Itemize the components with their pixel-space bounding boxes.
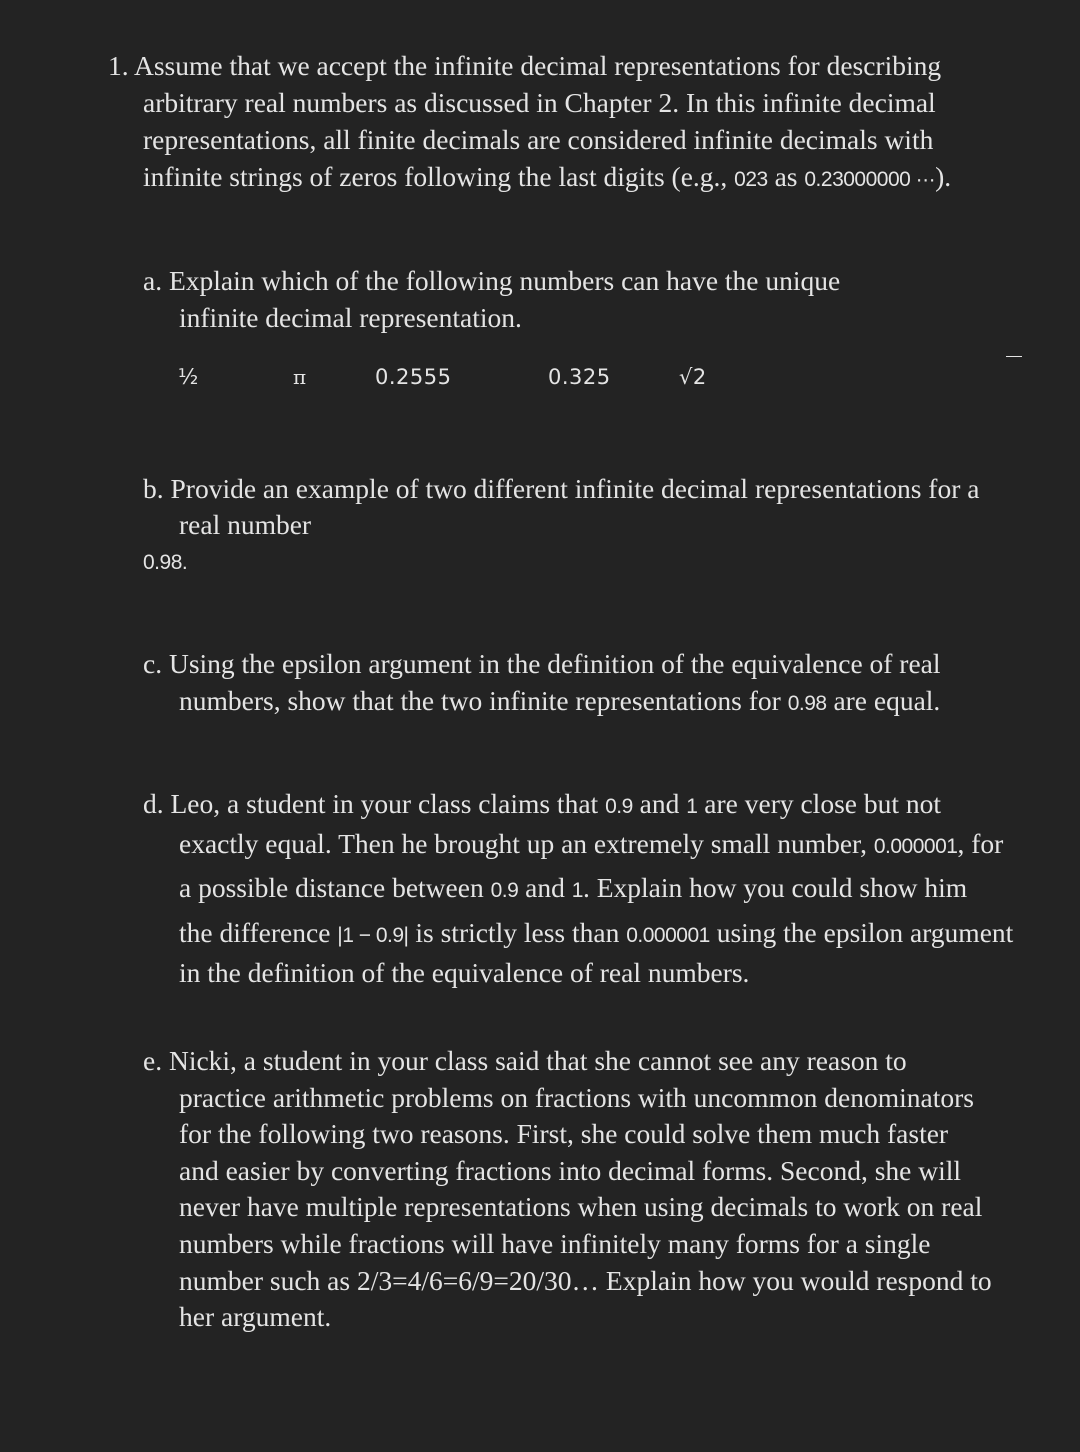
text: is strictly less than: [408, 917, 627, 948]
text: as: [767, 161, 805, 192]
math-number: 0.98: [787, 692, 827, 715]
text: are very close but not: [697, 788, 942, 819]
text: infinite strings of zeros following the last digits (e.g.,: [143, 161, 735, 192]
math-number: 1: [571, 879, 583, 902]
text: , for: [957, 828, 1004, 859]
text: ).: [935, 161, 952, 192]
text: are equal.: [826, 685, 941, 716]
math-expression: |1 − 0.9|: [337, 924, 409, 947]
question-1-line: representations, all finite decimals are considered infinite decimals with: [143, 124, 934, 155]
part-b-line: b. Provide an example of two different infinite decimal representations for a: [143, 473, 980, 504]
part-e-line: e. Nicki, a student in your class said that she cannot see any reason to: [143, 1045, 907, 1076]
divider-mark: [1006, 356, 1022, 357]
part-c-line: c. Using the epsilon argument in the definition of the equivalence of real: [143, 648, 941, 679]
part-a-line: a. Explain which of the following numbers can have the unique: [143, 265, 841, 296]
math-number: 023: [734, 168, 768, 191]
part-d: [143, 785, 1013, 990]
part-a-line: infinite decimal representation.: [179, 302, 522, 333]
math-number: 0.000001: [626, 924, 710, 947]
part-d-line: [143, 785, 1013, 825]
math-number: 1: [686, 795, 698, 818]
text: using the epsilon argument: [709, 917, 1014, 948]
part-b-line: real number: [179, 509, 312, 540]
text: exactly equal. Then he brought up an extremely small number,: [179, 828, 874, 859]
text: and: [632, 788, 687, 819]
part-d-line: [143, 865, 1013, 913]
option-0-325: 0.325: [548, 365, 611, 389]
math-number: 0.000001: [873, 835, 958, 858]
part-d-line: [143, 913, 1013, 956]
part-e-line: practice arithmetic problems on fractions with uncommon denominators: [179, 1081, 974, 1113]
option-0-2555: 0.2555: [375, 365, 452, 389]
math-number: 0.23000000 ···: [804, 168, 936, 191]
math-number: 0.9: [490, 879, 519, 902]
part-e-line: never have multiple representations when using decimals to work on real: [179, 1191, 983, 1223]
text: the difference: [179, 917, 338, 948]
text: d. Leo, a student in your class claims that: [143, 788, 606, 819]
part-c-line: [143, 682, 941, 722]
part-b-number: 0.98.: [143, 551, 188, 574]
part-e-line: and easier by converting fractions into decimal forms. Second, she will: [179, 1154, 962, 1186]
part-e-line: for the following two reasons. First, she could solve them much faster: [179, 1118, 949, 1150]
text: . Explain how you could show him: [582, 872, 968, 903]
text: a possible distance between: [179, 872, 491, 903]
option-sqrt-2: √2: [679, 365, 707, 389]
part-e-line: numbers while fractions will have infinitely many forms for a single: [179, 1227, 931, 1259]
part-e-line: her argument.: [179, 1301, 332, 1333]
text: and: [518, 872, 572, 903]
question-1-line: arbitrary real numbers as discussed in Chapter 2. In this infinite decimal: [143, 87, 936, 118]
option-half: ½: [178, 365, 199, 389]
math-number: 0.9: [605, 795, 633, 818]
part-b: [143, 471, 979, 583]
part-e: [143, 1043, 992, 1336]
question-1-line: 1. Assume that we accept the infinite decimal representations for describing: [108, 50, 942, 81]
part-d-line: in the definition of the equivalence of real numbers.: [179, 957, 750, 988]
part-a: [143, 262, 840, 336]
part-e-line: number such as 2/3=4/6=6/9=20/30… Explain how you would respond to: [179, 1264, 992, 1296]
text: numbers, show that the two infinite representations for: [179, 685, 788, 716]
part-d-line: [143, 825, 1013, 865]
option-pi: π: [293, 365, 307, 389]
part-c: [143, 645, 941, 722]
question-1: [108, 47, 951, 198]
question-1-line: [108, 158, 951, 198]
